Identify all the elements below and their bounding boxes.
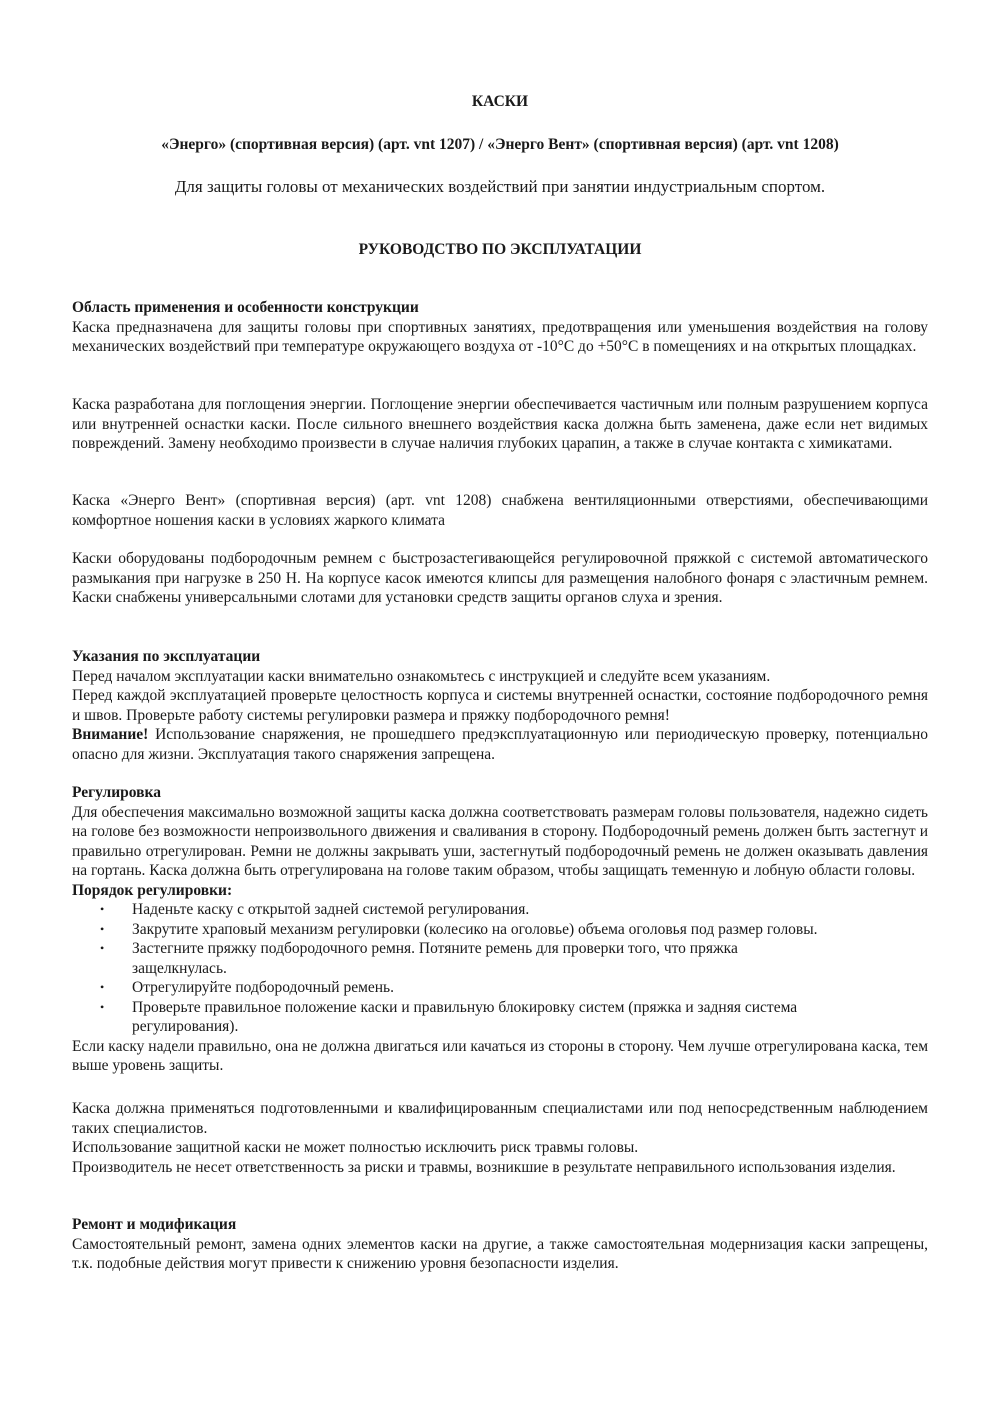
- scope-paragraph-2: Каска разработана для поглощения энергии. Поглощение энергии обеспечивается частичным или полным разрушением корпуса или внутренней оснастки каски. После сильного внешнего воздействия каска должна быть заменена, даже если нет видимых повреждений. Замену необходимо произвести в случае наличия глубоких царапин, а также в случае контакта с химикатами.: [72, 396, 928, 452]
- list-item: • Наденьте каску с открытой задней системой регулирования.: [100, 901, 530, 918]
- adjust-paragraph-2: Если каску надели правильно, она не должна двигаться или качаться из стороны в сторону. Чем лучше отрегулирована каска, тем выше уровень защиты.: [72, 1037, 928, 1074]
- bullet-icon: •: [100, 902, 105, 916]
- section-heading-adjust: Регулировка: [72, 784, 161, 801]
- usage-paragraph-2: Перед каждой эксплуатацией проверьте целостность корпуса и системы внутренней оснастки, состояние подбородочного ремня и швов. Проверьте работу системы регулировки размера и пряжку подбородочного ремня!: [72, 687, 928, 724]
- adjust-steps-list: [72, 900, 928, 1037]
- warning-text: Использование снаряжения, не прошедшего предэксплуатационную или периодическую проверку, потенциально опасно для жизни. Эксплуатация такого снаряжения запрещена.: [72, 726, 928, 763]
- list-item: • Закрутите храповый механизм регулировки (колесико на оголовье) объема оголовья под размер головы.: [100, 920, 818, 938]
- adjust-order-heading: Порядок регулировки:: [72, 881, 233, 899]
- adjust-paragraph-1: Для обеспечения максимально возможной защиты каска должна соответствовать размерам головы пользователя, надежно сидеть на голове без возможности непроизвольного движения и сваливания в сторону. Подбородочный ремень должен быть застегнут и правильно отрегулирован. Ремни не должны закрывать уши, застегнутый подбородочный ремень не должен оказывать давления на гортань. Каска должна быть отрегулирована на голове таким образом, чтобы защищать теменную и лобную области головы.: [72, 803, 928, 879]
- product-purpose: Для защиты головы от механических воздействий при занятии индустриальным спортом.: [174, 177, 826, 196]
- adjust-paragraph-3: Каска должна применяться подготовленными и квалифицированным специалистами или под непосредственным наблюдением таких специалистов.: [72, 1100, 928, 1137]
- scope-paragraph-3: Каска «Энерго Вент» (спортивная версия) (арт. vnt 1208) снабжена вентиляционными отверстиями, обеспечивающими комфортное ношения каски в условиях жаркого климата: [72, 492, 928, 529]
- bullet-icon: •: [100, 921, 105, 936]
- section-usage: [72, 647, 928, 764]
- warning-label: Внимание!: [72, 726, 149, 743]
- usage-warning: [72, 725, 928, 764]
- list-item: • Отрегулируйте подбородочный ремень.: [100, 979, 395, 996]
- bullet-icon: •: [100, 980, 105, 994]
- usage-paragraph-1: Перед началом эксплуатации каски внимательно ознакомьтесь с инструкцией и следуйте всем указаниям.: [72, 667, 771, 685]
- scope-paragraph-1: Каска предназначена для защиты головы при спортивных занятиях, предотвращения или уменьшения воздействия на голову механических воздействий при температуре окружающего воздуха от -10°С до +50°С в помещениях и на открытых площадках.: [72, 318, 928, 355]
- adjust-paragraph-5: Производитель не несет ответственность за риски и травмы, возникшие в результате неправильного использования изделия.: [72, 1158, 896, 1176]
- list-item: • Застегните пряжку подбородочного ремня. Потяните ремень для проверки того, что пряжка защелкнулась.: [100, 940, 738, 977]
- section-heading-usage: Указания по эксплуатации: [72, 648, 261, 665]
- section-scope: [72, 298, 928, 357]
- product-subtitle: «Энерго» (спортивная версия) (арт. vnt 1207) / «Энерго Вент» (спортивная версия) (арт. vnt 1208): [161, 136, 839, 153]
- section-adjust: [72, 783, 928, 1076]
- document-title: КАСКИ: [471, 93, 529, 110]
- bullet-icon: •: [100, 999, 105, 1014]
- adjust-paragraph-4: Использование защитной каски не может полностью исключить риск травмы головы.: [72, 1139, 639, 1156]
- list-item: • Проверьте правильное положение каски и правильную блокировку систем (пряжка и задняя система регулирования).: [100, 998, 798, 1035]
- section-repair: [72, 1215, 928, 1274]
- adjust-notes: [72, 1099, 928, 1177]
- scope-paragraph-4: Каски оборудованы подбородочным ремнем с быстрозастегивающейся регулировочной пряжкой с системой автоматического размыкания при нагрузке в 250 Н. На корпусе касок имеются клипсы для размещения налобного фонаря с эластичным ремнем. Каски снабжены универсальными слотами для установки средств защиты органов слуха и зрения.: [72, 550, 928, 606]
- bullet-icon: •: [100, 941, 105, 955]
- section-heading-scope: Область применения и особенности конструкции: [72, 299, 419, 316]
- repair-paragraph-1: Самостоятельный ремонт, замена одних элементов каски на другие, а также самостоятельная модернизация каски запрещены, т.к. подобные действия могут привести к снижению уровня безопасности изделия.: [72, 1235, 928, 1272]
- manual-title: РУКОВОДСТВО ПО ЭКСПЛУАТАЦИИ: [358, 241, 642, 258]
- section-heading-repair: Ремонт и модификация: [72, 1216, 237, 1233]
